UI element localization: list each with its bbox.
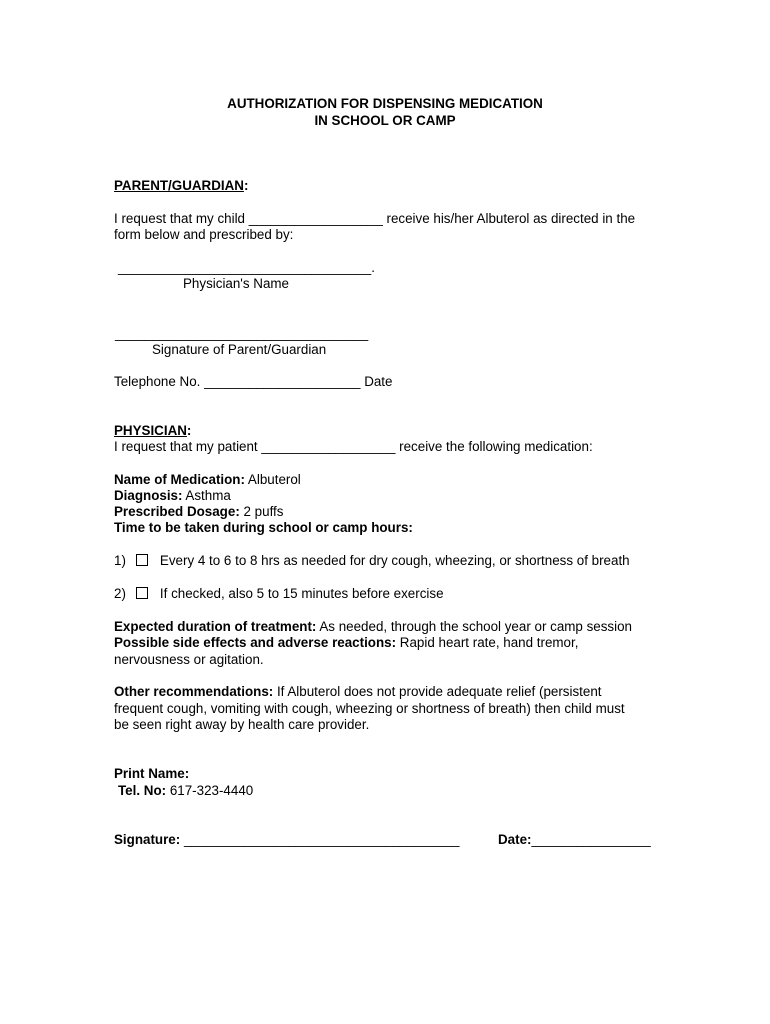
duration-value: As needed, through the school year or camp session — [316, 619, 632, 634]
physician-name-label: Physician's Name — [183, 276, 290, 291]
parent-heading-text: PARENT/GUARDIAN — [114, 178, 244, 193]
parent-signature-field[interactable]: __________________________________ — [115, 326, 369, 341]
time-taken-label: Time to be taken during school or camp hours: — [114, 520, 413, 535]
physician-heading-colon: : — [186, 423, 192, 438]
dosage-value: 2 puffs — [239, 504, 284, 519]
tel-value: 617-323-4440 — [166, 783, 254, 798]
diagnosis-value: Asthma — [182, 488, 231, 503]
duration-line — [114, 618, 632, 635]
parent-request-line-1: I request that my child __________________ receive his/her Albuterol as directed in the — [114, 211, 636, 226]
recommendations-line — [114, 683, 602, 700]
medication-name-label: Name of Medication: — [114, 472, 245, 487]
parent-heading-colon: : — [243, 178, 249, 193]
parent-section-heading — [114, 177, 248, 194]
telephone-number-line — [118, 782, 253, 799]
dosing-option-2 — [114, 585, 444, 602]
physician-heading-text: PHYSICIAN — [114, 423, 187, 438]
physician-date-line[interactable] — [498, 831, 651, 848]
diagnosis-line — [114, 487, 231, 504]
tel-label: Tel. No: — [118, 783, 167, 798]
option-2-checkbox[interactable] — [136, 587, 148, 599]
side-effects-value: Rapid heart rate, hand tremor, — [396, 635, 579, 650]
option-1-checkbox[interactable] — [136, 554, 148, 566]
dosage-line — [114, 503, 283, 520]
side-effects-line-2: nervousness or agitation. — [114, 652, 264, 667]
option-2-number: 2) — [114, 586, 126, 601]
side-effects-line — [114, 634, 578, 651]
side-effects-label: Possible side effects and adverse reactions: — [114, 635, 397, 650]
diagnosis-label: Diagnosis: — [114, 488, 183, 503]
form-title-line-1: AUTHORIZATION FOR DISPENSING MEDICATION — [227, 96, 543, 111]
option-2-text: If checked, also 5 to 15 minutes before exercise — [159, 586, 444, 601]
physician-name-field[interactable]: __________________________________. — [118, 260, 375, 275]
duration-label: Expected duration of treatment: — [114, 619, 317, 634]
dosage-label: Prescribed Dosage: — [114, 504, 240, 519]
option-1-number: 1) — [114, 553, 126, 568]
physician-request-line[interactable]: I request that my patient __________________ receive the following medication: — [114, 439, 593, 454]
physician-signature-line[interactable] — [114, 831, 460, 848]
parent-signature-label: Signature of Parent/Guardian — [152, 342, 327, 357]
dosing-option-1 — [114, 552, 630, 569]
recommendations-value: If Albuterol does not provide adequate relief (persistent — [273, 684, 602, 699]
option-1-text: Every 4 to 6 to 8 hrs as needed for dry cough, wheezing, or shortness of breath — [159, 553, 630, 568]
parent-request-line-2: form below and prescribed by: — [114, 227, 294, 242]
signature-label: Signature: — [114, 832, 184, 847]
recommendations-line-2: frequent cough, vomiting with cough, wheezing or shortness of breath) then child must — [114, 701, 625, 716]
print-name-label[interactable]: Print Name: — [114, 766, 190, 781]
recommendations-label: Other recommendations: — [114, 684, 274, 699]
date-blank[interactable]: ________________ — [531, 832, 651, 847]
recommendations-line-3: be seen right away by health care provider. — [114, 717, 370, 732]
physician-section-heading — [114, 422, 191, 439]
telephone-date-line[interactable]: Telephone No. _____________________ Date — [114, 374, 393, 389]
date-label: Date: — [498, 832, 532, 847]
form-title-line-2: IN SCHOOL OR CAMP — [314, 113, 456, 128]
medication-name-value: Albuterol — [244, 472, 301, 487]
medication-name-line — [114, 471, 301, 488]
signature-blank[interactable]: _____________________________________ — [183, 832, 460, 847]
